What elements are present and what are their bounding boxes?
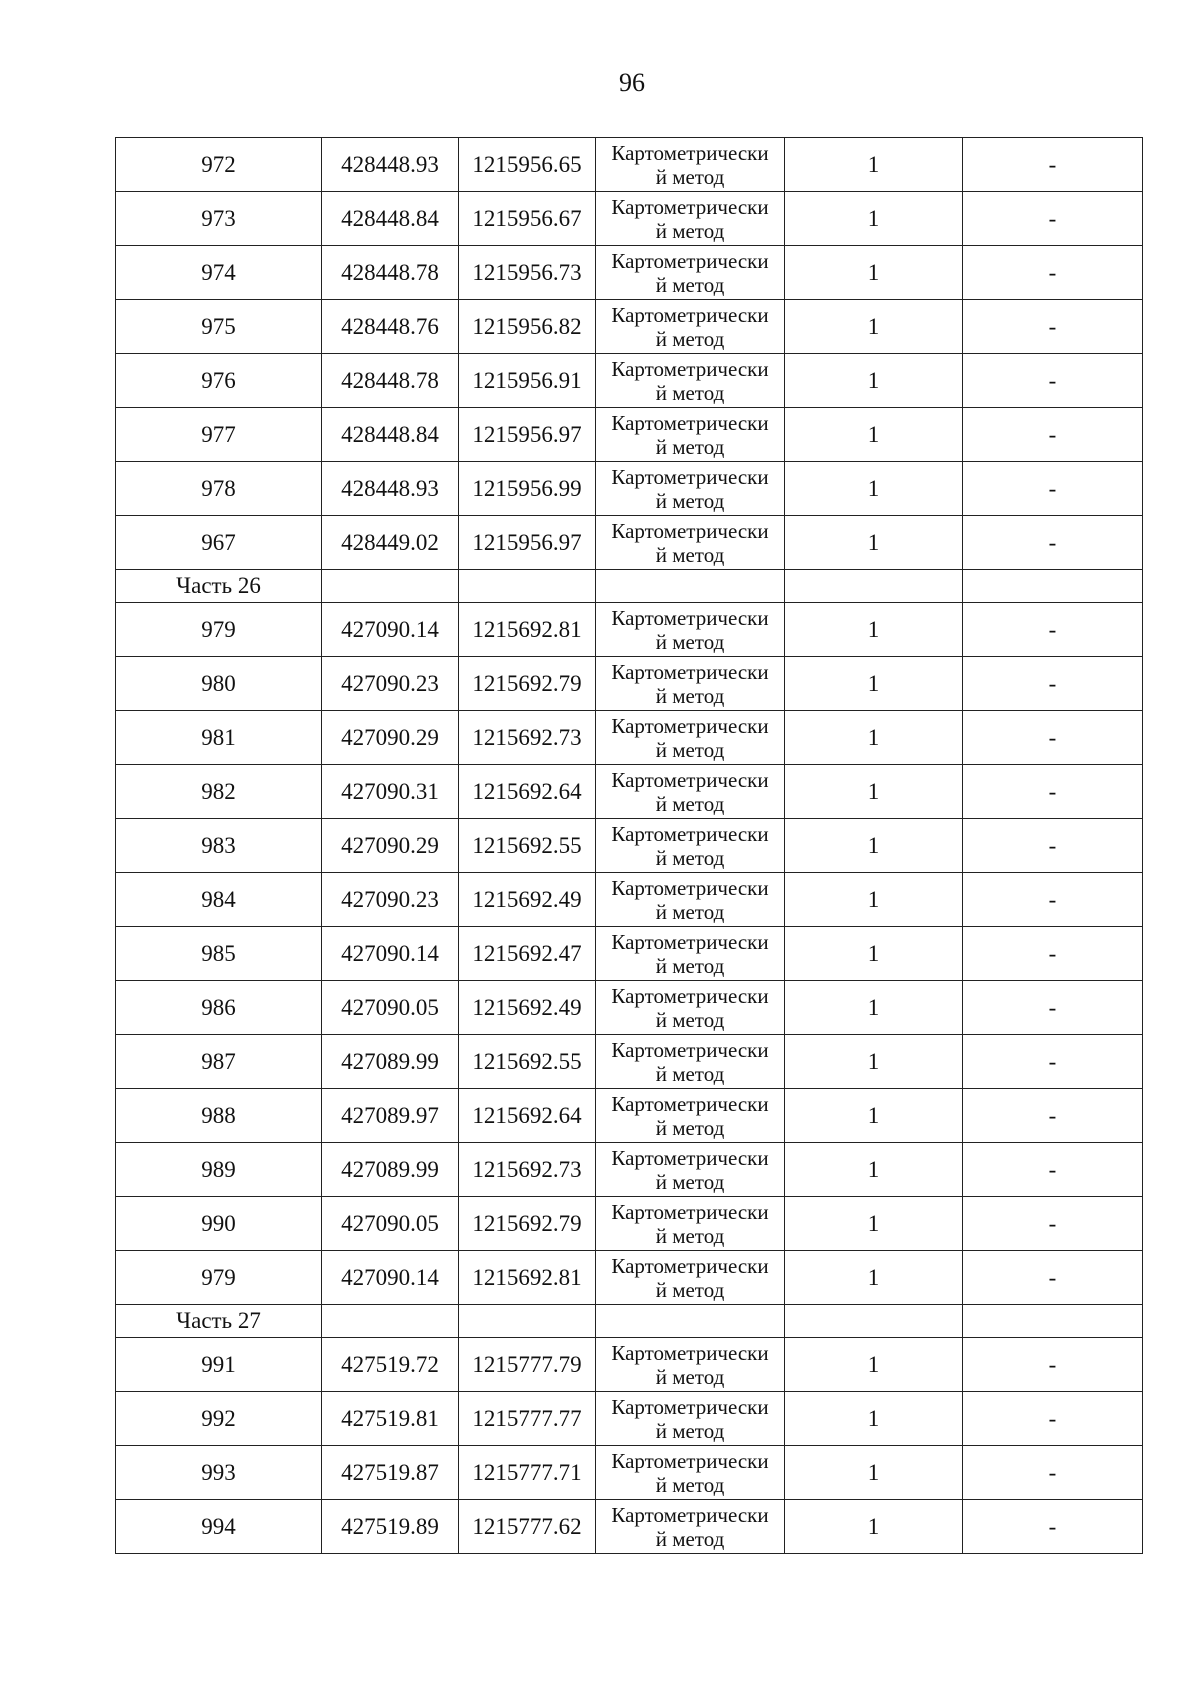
table-row: [116, 1089, 1143, 1143]
x-coordinate-cell: 428448.78: [322, 354, 459, 408]
point-number-cell: 993: [116, 1446, 322, 1500]
note-cell: -: [963, 1251, 1143, 1305]
accuracy-cell: 1: [785, 138, 963, 192]
accuracy-cell: 1: [785, 1089, 963, 1143]
note-cell: -: [963, 1035, 1143, 1089]
method-cell: Картометрически й метод: [596, 1392, 785, 1446]
note-cell: -: [963, 1392, 1143, 1446]
point-number-cell: 976: [116, 354, 322, 408]
note-cell: -: [963, 711, 1143, 765]
note-cell: -: [963, 657, 1143, 711]
table-row: [116, 1338, 1143, 1392]
page-number: 96: [619, 68, 645, 97]
table-row: [116, 819, 1143, 873]
empty-cell: [963, 570, 1143, 603]
section-label: Часть 26: [116, 570, 322, 603]
method-cell: Картометрически й метод: [596, 1338, 785, 1392]
x-coordinate-cell: 427089.99: [322, 1143, 459, 1197]
point-number-cell: 994: [116, 1500, 322, 1554]
empty-cell: [785, 570, 963, 603]
y-coordinate-cell: 1215692.49: [459, 981, 596, 1035]
y-coordinate-cell: 1215956.91: [459, 354, 596, 408]
note-cell: -: [963, 192, 1143, 246]
x-coordinate-cell: 427519.72: [322, 1338, 459, 1392]
table-row: [116, 1446, 1143, 1500]
method-cell: Картометрически й метод: [596, 1035, 785, 1089]
point-number-cell: 986: [116, 981, 322, 1035]
empty-cell: [459, 1305, 596, 1338]
y-coordinate-cell: 1215692.73: [459, 1143, 596, 1197]
y-coordinate-cell: 1215692.55: [459, 1035, 596, 1089]
method-cell: Картометрически й метод: [596, 711, 785, 765]
note-cell: -: [963, 981, 1143, 1035]
point-number-cell: 983: [116, 819, 322, 873]
point-number-cell: 985: [116, 927, 322, 981]
x-coordinate-cell: 427089.97: [322, 1089, 459, 1143]
y-coordinate-cell: 1215692.81: [459, 603, 596, 657]
x-coordinate-cell: 428448.78: [322, 246, 459, 300]
section-row: [116, 1305, 1143, 1338]
x-coordinate-cell: 427090.05: [322, 1197, 459, 1251]
x-coordinate-cell: 428448.93: [322, 138, 459, 192]
accuracy-cell: 1: [785, 462, 963, 516]
method-cell: Картометрически й метод: [596, 1500, 785, 1554]
y-coordinate-cell: 1215956.97: [459, 408, 596, 462]
accuracy-cell: 1: [785, 408, 963, 462]
empty-cell: [785, 1305, 963, 1338]
y-coordinate-cell: 1215692.64: [459, 765, 596, 819]
empty-cell: [963, 1305, 1143, 1338]
y-coordinate-cell: 1215956.73: [459, 246, 596, 300]
x-coordinate-cell: 427090.23: [322, 657, 459, 711]
accuracy-cell: 1: [785, 1446, 963, 1500]
accuracy-cell: 1: [785, 1392, 963, 1446]
point-number-cell: 975: [116, 300, 322, 354]
method-cell: Картометрически й метод: [596, 873, 785, 927]
x-coordinate-cell: 427519.81: [322, 1392, 459, 1446]
table-row: [116, 765, 1143, 819]
accuracy-cell: 1: [785, 1500, 963, 1554]
accuracy-cell: 1: [785, 192, 963, 246]
point-number-cell: 990: [116, 1197, 322, 1251]
table-row: [116, 1143, 1143, 1197]
empty-cell: [596, 570, 785, 603]
note-cell: -: [963, 1446, 1143, 1500]
x-coordinate-cell: 428448.76: [322, 300, 459, 354]
y-coordinate-cell: 1215956.97: [459, 516, 596, 570]
accuracy-cell: 1: [785, 1143, 963, 1197]
accuracy-cell: 1: [785, 927, 963, 981]
note-cell: -: [963, 1197, 1143, 1251]
x-coordinate-cell: 427090.29: [322, 711, 459, 765]
method-cell: Картометрически й метод: [596, 408, 785, 462]
accuracy-cell: 1: [785, 1338, 963, 1392]
point-number-cell: 992: [116, 1392, 322, 1446]
note-cell: -: [963, 819, 1143, 873]
method-cell: Картометрически й метод: [596, 981, 785, 1035]
note-cell: -: [963, 246, 1143, 300]
table-row: [116, 462, 1143, 516]
method-cell: Картометрически й метод: [596, 819, 785, 873]
accuracy-cell: 1: [785, 1251, 963, 1305]
table-row: [116, 192, 1143, 246]
accuracy-cell: 1: [785, 819, 963, 873]
x-coordinate-cell: 427519.89: [322, 1500, 459, 1554]
table-row: [116, 1392, 1143, 1446]
note-cell: -: [963, 516, 1143, 570]
method-cell: Картометрически й метод: [596, 1089, 785, 1143]
section-row: [116, 570, 1143, 603]
table-row: [116, 354, 1143, 408]
y-coordinate-cell: 1215777.71: [459, 1446, 596, 1500]
table-row: [116, 1251, 1143, 1305]
method-cell: Картометрически й метод: [596, 354, 785, 408]
method-cell: Картометрически й метод: [596, 516, 785, 570]
y-coordinate-cell: 1215692.47: [459, 927, 596, 981]
point-number-cell: 978: [116, 462, 322, 516]
method-cell: Картометрически й метод: [596, 765, 785, 819]
empty-cell: [322, 570, 459, 603]
y-coordinate-cell: 1215692.79: [459, 1197, 596, 1251]
table-row: [116, 246, 1143, 300]
x-coordinate-cell: 427090.14: [322, 927, 459, 981]
point-number-cell: 982: [116, 765, 322, 819]
x-coordinate-cell: 428448.84: [322, 408, 459, 462]
x-coordinate-cell: 428448.93: [322, 462, 459, 516]
method-cell: Картометрически й метод: [596, 246, 785, 300]
table-row: [116, 408, 1143, 462]
x-coordinate-cell: 427089.99: [322, 1035, 459, 1089]
point-number-cell: 979: [116, 1251, 322, 1305]
y-coordinate-cell: 1215692.79: [459, 657, 596, 711]
y-coordinate-cell: 1215692.81: [459, 1251, 596, 1305]
accuracy-cell: 1: [785, 246, 963, 300]
note-cell: -: [963, 873, 1143, 927]
note-cell: -: [963, 462, 1143, 516]
method-cell: Картометрически й метод: [596, 927, 785, 981]
accuracy-cell: 1: [785, 354, 963, 408]
accuracy-cell: 1: [785, 1035, 963, 1089]
empty-cell: [596, 1305, 785, 1338]
table-row: [116, 1500, 1143, 1554]
method-cell: Картометрически й метод: [596, 1446, 785, 1500]
point-number-cell: 979: [116, 603, 322, 657]
note-cell: -: [963, 1500, 1143, 1554]
table-row: [116, 657, 1143, 711]
accuracy-cell: 1: [785, 711, 963, 765]
point-number-cell: 967: [116, 516, 322, 570]
table-row: [116, 1197, 1143, 1251]
note-cell: -: [963, 1143, 1143, 1197]
point-number-cell: 972: [116, 138, 322, 192]
accuracy-cell: 1: [785, 1197, 963, 1251]
x-coordinate-cell: 427519.87: [322, 1446, 459, 1500]
method-cell: Картометрически й метод: [596, 462, 785, 516]
x-coordinate-cell: 427090.29: [322, 819, 459, 873]
method-cell: Картометрически й метод: [596, 300, 785, 354]
y-coordinate-cell: 1215692.55: [459, 819, 596, 873]
note-cell: -: [963, 300, 1143, 354]
y-coordinate-cell: 1215692.64: [459, 1089, 596, 1143]
table-row: [116, 927, 1143, 981]
note-cell: -: [963, 603, 1143, 657]
coordinates-table-body: [116, 138, 1143, 1554]
table-row: [116, 300, 1143, 354]
x-coordinate-cell: 428449.02: [322, 516, 459, 570]
table-row: [116, 138, 1143, 192]
note-cell: -: [963, 765, 1143, 819]
note-cell: -: [963, 354, 1143, 408]
table-row: [116, 981, 1143, 1035]
accuracy-cell: 1: [785, 765, 963, 819]
method-cell: Картометрически й метод: [596, 1197, 785, 1251]
empty-cell: [459, 570, 596, 603]
point-number-cell: 977: [116, 408, 322, 462]
y-coordinate-cell: 1215777.62: [459, 1500, 596, 1554]
y-coordinate-cell: 1215777.79: [459, 1338, 596, 1392]
point-number-cell: 989: [116, 1143, 322, 1197]
point-number-cell: 980: [116, 657, 322, 711]
section-label: Часть 27: [116, 1305, 322, 1338]
x-coordinate-cell: 427090.14: [322, 603, 459, 657]
y-coordinate-cell: 1215956.99: [459, 462, 596, 516]
x-coordinate-cell: 427090.14: [322, 1251, 459, 1305]
coordinates-table: [115, 137, 1143, 1554]
point-number-cell: 974: [116, 246, 322, 300]
note-cell: -: [963, 1338, 1143, 1392]
method-cell: Картометрически й метод: [596, 657, 785, 711]
table-row: [116, 711, 1143, 765]
y-coordinate-cell: 1215956.67: [459, 192, 596, 246]
point-number-cell: 973: [116, 192, 322, 246]
accuracy-cell: 1: [785, 516, 963, 570]
y-coordinate-cell: 1215692.49: [459, 873, 596, 927]
x-coordinate-cell: 427090.31: [322, 765, 459, 819]
x-coordinate-cell: 428448.84: [322, 192, 459, 246]
method-cell: Картометрически й метод: [596, 1143, 785, 1197]
x-coordinate-cell: 427090.23: [322, 873, 459, 927]
note-cell: -: [963, 1089, 1143, 1143]
accuracy-cell: 1: [785, 981, 963, 1035]
point-number-cell: 984: [116, 873, 322, 927]
note-cell: -: [963, 927, 1143, 981]
note-cell: -: [963, 138, 1143, 192]
y-coordinate-cell: 1215777.77: [459, 1392, 596, 1446]
y-coordinate-cell: 1215956.65: [459, 138, 596, 192]
point-number-cell: 988: [116, 1089, 322, 1143]
point-number-cell: 981: [116, 711, 322, 765]
point-number-cell: 991: [116, 1338, 322, 1392]
method-cell: Картометрически й метод: [596, 1251, 785, 1305]
method-cell: Картометрически й метод: [596, 138, 785, 192]
x-coordinate-cell: 427090.05: [322, 981, 459, 1035]
accuracy-cell: 1: [785, 300, 963, 354]
point-number-cell: 987: [116, 1035, 322, 1089]
table-row: [116, 873, 1143, 927]
table-row: [116, 603, 1143, 657]
table-row: [116, 516, 1143, 570]
method-cell: Картометрически й метод: [596, 603, 785, 657]
empty-cell: [322, 1305, 459, 1338]
accuracy-cell: 1: [785, 603, 963, 657]
y-coordinate-cell: 1215692.73: [459, 711, 596, 765]
note-cell: -: [963, 408, 1143, 462]
accuracy-cell: 1: [785, 657, 963, 711]
accuracy-cell: 1: [785, 873, 963, 927]
y-coordinate-cell: 1215956.82: [459, 300, 596, 354]
method-cell: Картометрически й метод: [596, 192, 785, 246]
table-row: [116, 1035, 1143, 1089]
